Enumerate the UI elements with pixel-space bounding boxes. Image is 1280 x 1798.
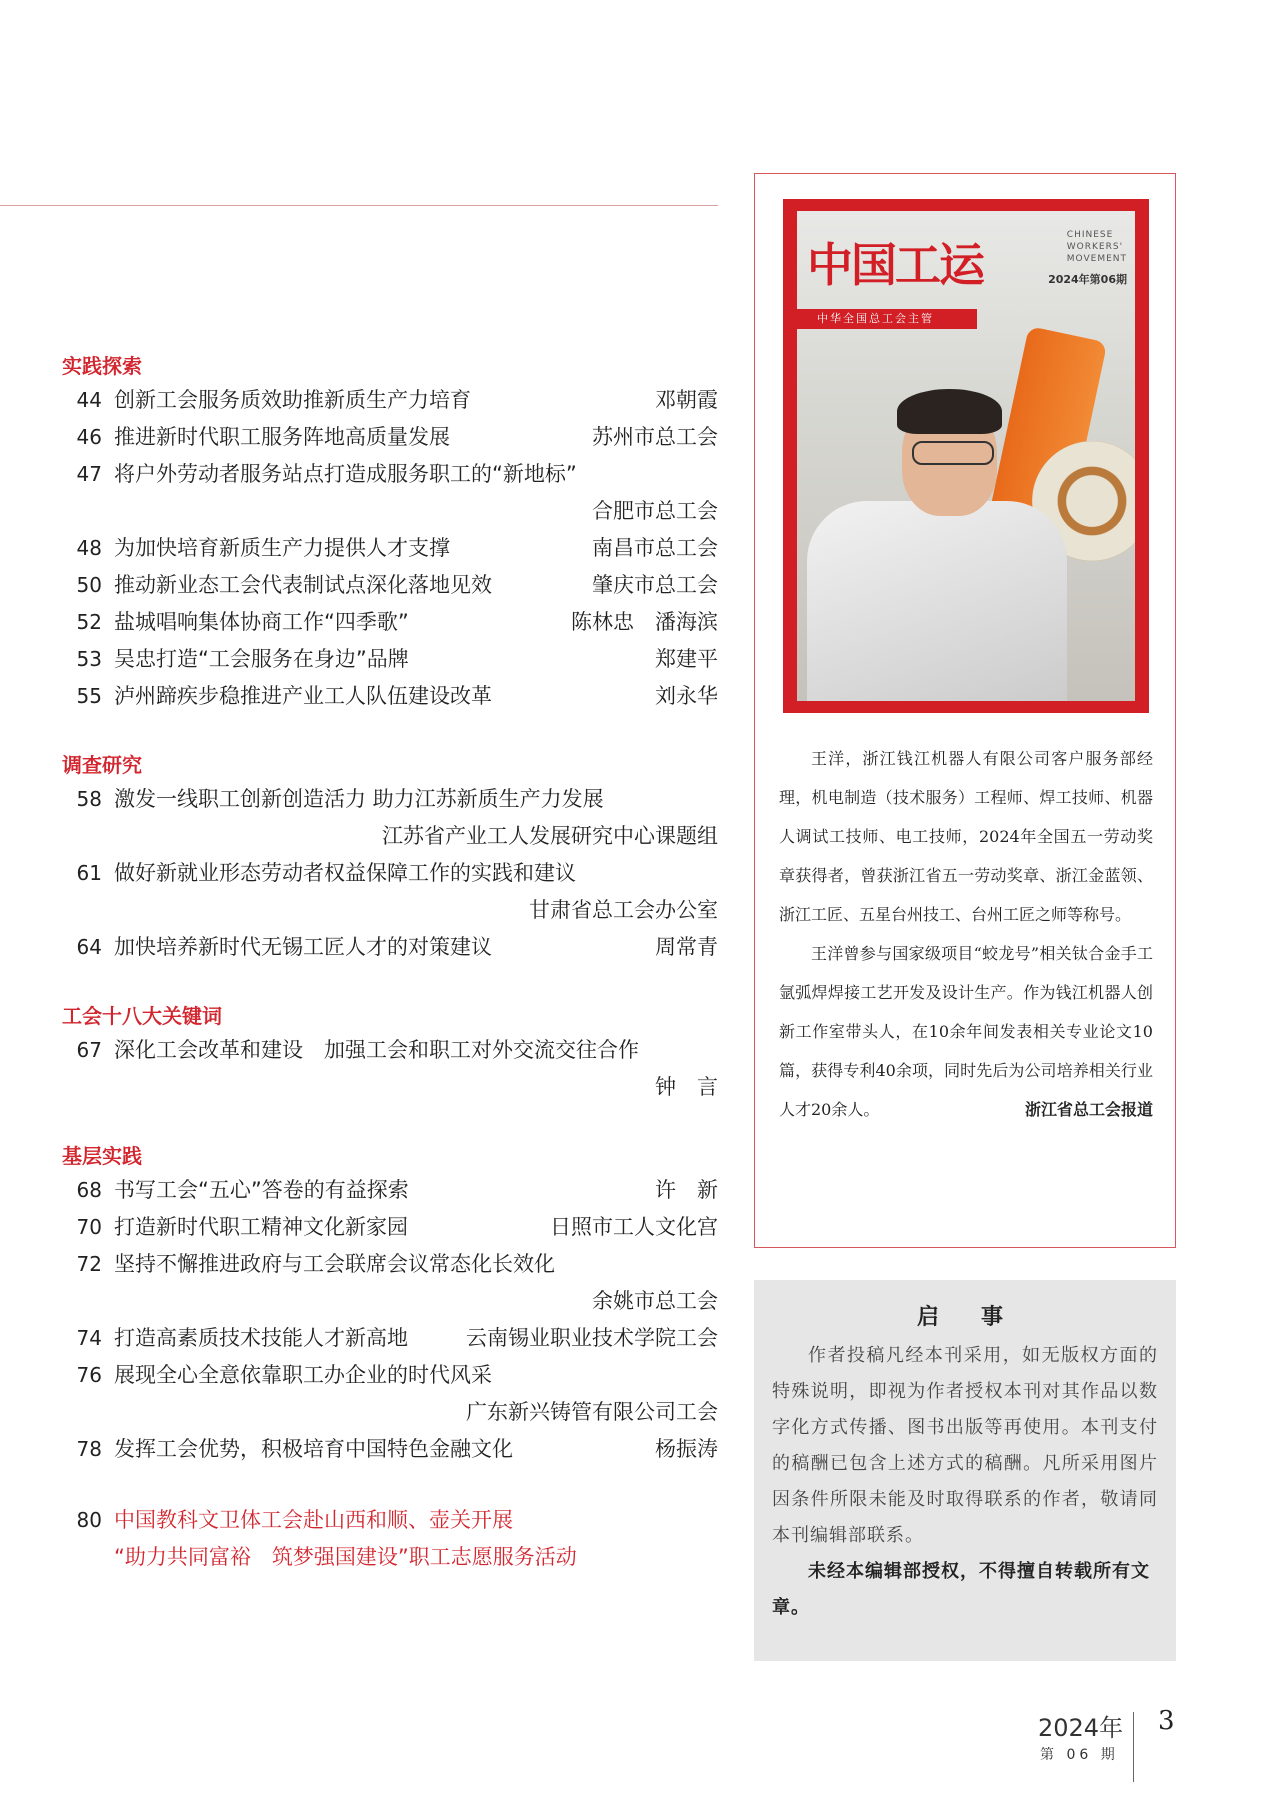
entry-author: 许 新 [655, 1178, 718, 1202]
worker-hair-illustration [897, 389, 1002, 434]
page-number: 3 [1158, 1706, 1175, 1736]
page-ref: 74 [76, 1326, 102, 1350]
page-ref: 78 [76, 1437, 102, 1461]
toc-entry[interactable] [62, 1032, 718, 1069]
entry-author: 陈林忠 潘海滨 [571, 610, 718, 634]
cover-caption [779, 739, 1153, 1129]
cover-feature-box [754, 173, 1176, 1248]
toc-entry[interactable] [62, 530, 718, 567]
entry-title: 激发一线职工创新创造活力 助力江苏新质生产力发展 [114, 787, 604, 811]
section-title: 实践探索 [62, 354, 142, 378]
toc-entry[interactable] [62, 419, 718, 456]
entry-title: 加快培养新时代无锡工匠人才的对策建议 [114, 935, 492, 959]
entry-title: 为加快培育新质生产力提供人才支撑 [114, 536, 450, 560]
toc-entry[interactable] [62, 678, 718, 715]
entry-author: 南昌市总工会 [592, 536, 718, 560]
entry-author: 合肥市总工会 [592, 499, 718, 523]
toc-entry[interactable] [62, 1246, 718, 1283]
entry-title: 泸州蹄疾步稳推进产业工人队伍建设改革 [114, 684, 492, 708]
entry-author: 郑建平 [655, 647, 718, 671]
toc-entry[interactable] [62, 1357, 718, 1394]
special-title-line2: “助力共同富裕 筑梦强国建设”职工志愿服务活动 [114, 1545, 577, 1569]
toc-section [62, 1140, 718, 1468]
entry-author: 周常青 [655, 935, 718, 959]
entry-title: 做好新就业形态劳动者权益保障工作的实践和建议 [114, 861, 576, 885]
special-entry[interactable] [62, 1502, 718, 1576]
page-ref: 72 [76, 1252, 102, 1276]
toc-entry[interactable] [62, 567, 718, 604]
page-ref: 68 [76, 1178, 102, 1202]
page-ref: 47 [76, 462, 102, 486]
entry-title: 将户外劳动者服务站点打造成服务职工的“新地标” [114, 462, 577, 486]
page-ref: 53 [76, 647, 102, 671]
caption-credit: 浙江省总工会报道 [1024, 1100, 1153, 1119]
page-ref: 44 [76, 388, 102, 412]
cover-logo: 中国工运 [807, 238, 983, 292]
page-ref: 55 [76, 684, 102, 708]
toc-section [62, 350, 718, 715]
toc-entry[interactable] [62, 1320, 718, 1357]
entry-title: 推动新业态工会代表制试点深化落地见效 [114, 573, 492, 597]
entry-author: 云南锡业职业技术学院工会 [466, 1326, 718, 1350]
entry-author: 广东新兴铸管有限公司工会 [466, 1400, 718, 1424]
toc-entry[interactable] [62, 1209, 718, 1246]
worker-glasses-illustration [912, 441, 994, 465]
entry-author: 杨振涛 [655, 1437, 718, 1461]
worker-body-illustration [807, 501, 1067, 701]
page-ref: 70 [76, 1215, 102, 1239]
notice-title: 启 事 [916, 1305, 1013, 1330]
entry-title: 吴忠打造“工会服务在身边”品牌 [114, 647, 409, 671]
page-ref: 48 [76, 536, 102, 560]
footer-issue: 第 06 期 [1040, 1747, 1119, 1763]
toc-entry[interactable] [62, 456, 718, 493]
special-entry-line1 [62, 1502, 718, 1539]
toc-section [62, 1000, 718, 1106]
entry-author: 苏州市总工会 [592, 425, 718, 449]
page-ref: 52 [76, 610, 102, 634]
toc-entry[interactable] [62, 1172, 718, 1209]
page-ref: 67 [76, 1038, 102, 1062]
entry-title: 深化工会改革和建设 加强工会和职工对外交流交往合作 [114, 1038, 639, 1062]
toc-entry[interactable] [62, 604, 718, 641]
entry-author: 钟 言 [655, 1075, 718, 1099]
special-title-line1: 中国教科文卫体工会赴山西和顺、壶关开展 [114, 1508, 513, 1532]
cover-band: 中华全国总工会主管 [797, 309, 977, 329]
page-ref: 46 [76, 425, 102, 449]
page-ref: 61 [76, 861, 102, 885]
caption-paragraph-1: 王洋，浙江钱江机器人有限公司客户服务部经理，机电制造（技术服务）工程师、焊工技师、机器人调试工技师、电工技师，2024年全国五一劳动奖章获得者，曾获浙江省五一劳动奖章、浙江金蓝领、浙江工匠、五星台州技工、台州工匠之师等称号。 [779, 749, 1153, 924]
entry-author: 日照市工人文化宫 [550, 1215, 718, 1239]
toc-entry[interactable] [62, 855, 718, 892]
cover-english-title: CHINESE WORKERS' MOVEMENT [1066, 230, 1127, 264]
entry-title: 坚持不懈推进政府与工会联席会议常态化长效化 [114, 1252, 555, 1276]
page-ref: 58 [76, 787, 102, 811]
entry-title: 创新工会服务质效助推新质生产力培育 [114, 388, 471, 412]
section-title: 调查研究 [62, 753, 142, 777]
entry-title: 展现全心全意依靠职工办企业的时代风采 [114, 1363, 492, 1387]
entry-title: 书写工会“五心”答卷的有益探索 [114, 1178, 409, 1202]
entry-title: 打造高素质技术技能人才新高地 [114, 1326, 408, 1350]
page-ref: 76 [76, 1363, 102, 1387]
cover-issue: 2024年第06期 [1048, 273, 1127, 286]
table-of-contents [62, 350, 718, 1576]
toc-entry[interactable] [62, 781, 718, 818]
entry-author: 刘永华 [655, 684, 718, 708]
notice-bold: 未经本编辑部授权，不得擅自转载所有文章。 [772, 1561, 1150, 1618]
entry-title: 盐城唱响集体协商工作“四季歌” [114, 610, 409, 634]
entry-title: 打造新时代职工精神文化新家园 [114, 1215, 408, 1239]
page-ref: 64 [76, 935, 102, 959]
section-title: 基层实践 [62, 1144, 142, 1168]
entry-author: 江苏省产业工人发展研究中心课题组 [382, 824, 718, 848]
toc-section [62, 749, 718, 966]
notice-box [754, 1280, 1176, 1661]
page-ref: 80 [76, 1508, 102, 1532]
entry-author: 甘肃省总工会办公室 [529, 898, 718, 922]
caption-paragraph-2: 王洋曾参与国家级项目“蛟龙号”相关钛合金手工氩弧焊焊接工艺开发及设计生产。作为钱江机器人创新工作室带头人，在10余年间发表相关专业论文10篇，获得专利40余项，同时先后为公司培养相关行业人才20余人。 浙江省总工会报道 [779, 934, 1153, 1129]
entry-title: 推进新时代职工服务阵地高质量发展 [114, 425, 450, 449]
cover-photo [797, 211, 1135, 701]
toc-entry[interactable] [62, 382, 718, 419]
toc-entry[interactable] [62, 929, 718, 966]
page-ref: 50 [76, 573, 102, 597]
entry-author: 余姚市总工会 [592, 1289, 718, 1313]
footer-divider [1133, 1712, 1134, 1782]
footer-year: 2024年 [1038, 1714, 1124, 1742]
entry-title: 发挥工会优势，积极培育中国特色金融文化 [114, 1437, 513, 1461]
magazine-cover [783, 199, 1149, 713]
entry-author: 肇庆市总工会 [592, 573, 718, 597]
notice-body: 作者投稿凡经本刊采用，如无版权方面的特殊说明，即视为作者授权本刊对其作品以数字化方式传播、图书出版等再使用。本刊支付的稿酬已包含上述方式的稿酬。凡所采用图片因条件所限未能及时取得联系的作者，敬请同本刊编辑部联系。 [772, 1345, 1158, 1546]
top-divider [0, 205, 718, 206]
entry-author: 邓朝霞 [655, 388, 718, 412]
section-title: 工会十八大关键词 [62, 1004, 222, 1028]
toc-entry[interactable] [62, 1431, 718, 1468]
toc-entry[interactable] [62, 641, 718, 678]
